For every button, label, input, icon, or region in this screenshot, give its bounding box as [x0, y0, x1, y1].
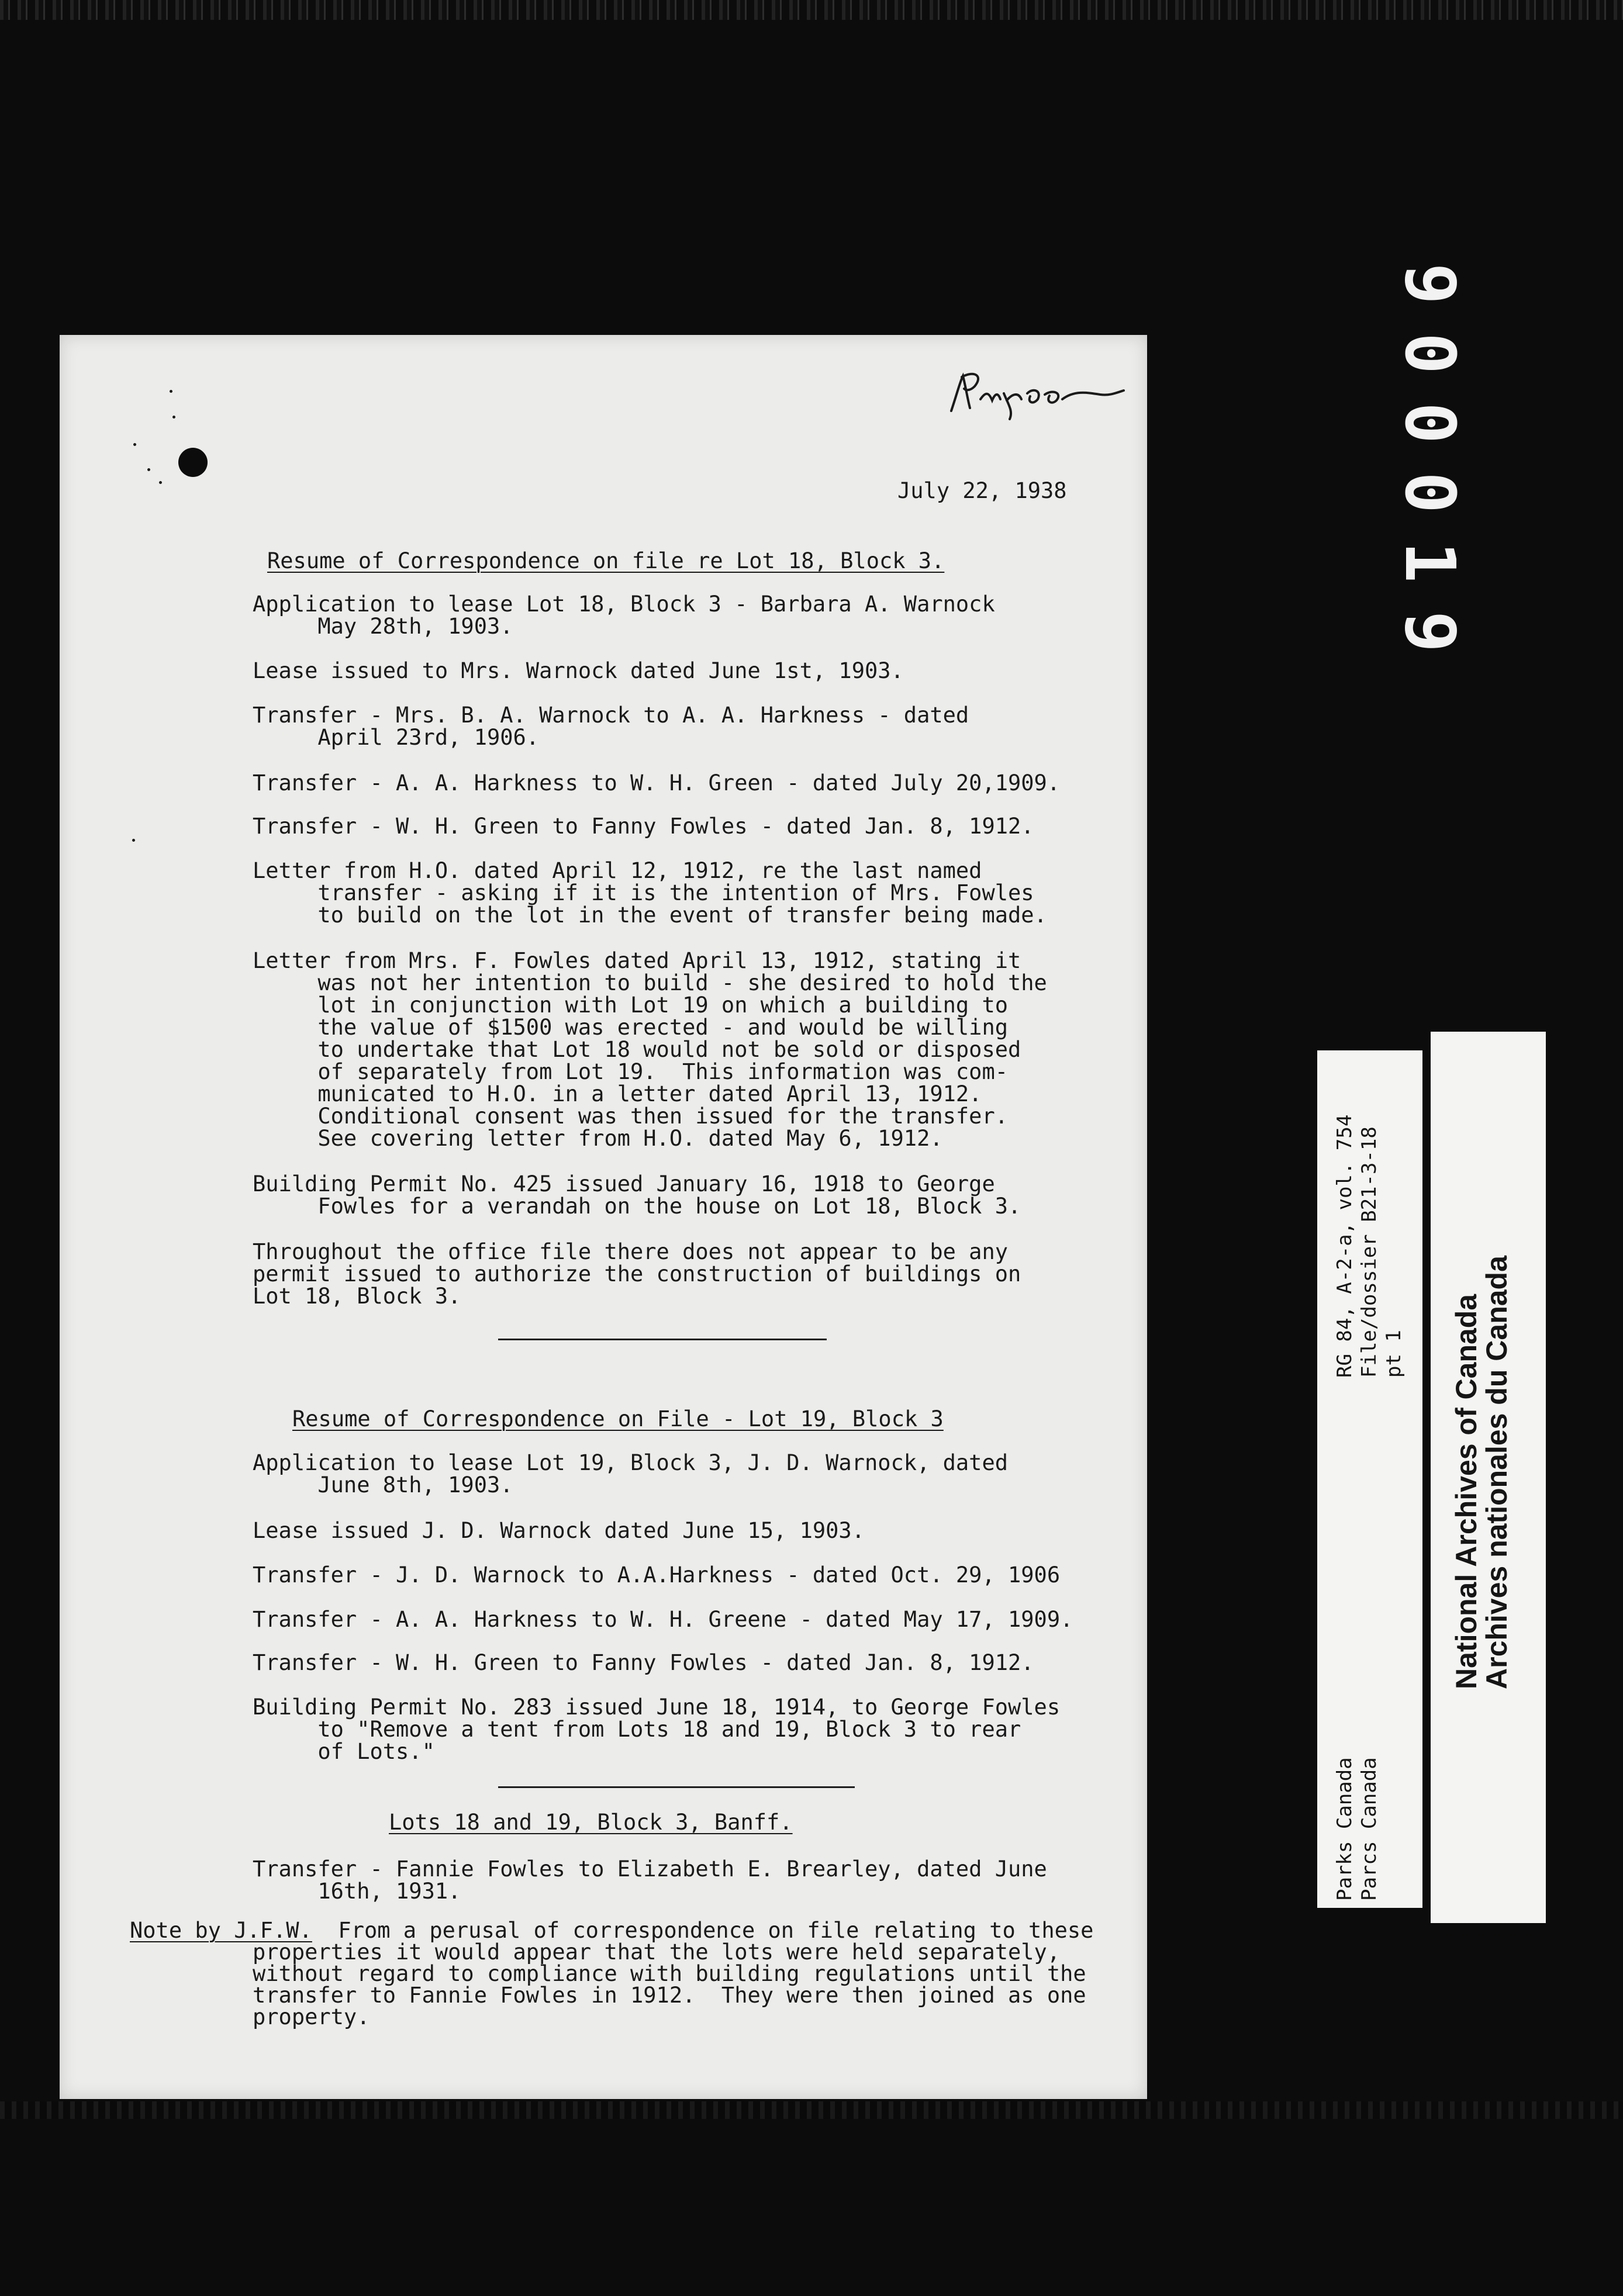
entry-line: the value of $1500 was erected - and would be willing: [253, 1015, 1009, 1040]
note-line: transfer to Fannie Fowles in 1912. They were then joined as one: [253, 1983, 1086, 2008]
entry-line: Transfer - Fannie Fowles to Elizabeth E. Brearley, dated June: [253, 1856, 1047, 1882]
document-page: [60, 335, 1147, 2099]
speck: [172, 416, 175, 419]
entry-line: Lease issued J. D. Warnock dated June 15, 1903.: [253, 1518, 865, 1543]
handwritten-initials: [940, 358, 1132, 423]
entry-line: Transfer - A. A. Harkness to W. H. Green - dated July 20,1909.: [253, 770, 1061, 796]
entry-line: Transfer - J. D. Warnock to A.A.Harkness - dated Oct. 29, 1906: [253, 1562, 1061, 1588]
reference-line: pt 1: [1382, 1330, 1406, 1378]
microfilm-frame-number: [1390, 263, 1485, 848]
entry-line: Letter from H.O. dated April 12, 1912, re the last named: [253, 858, 982, 883]
section3-heading: Lots 18 and 19, Block 3, Banff.: [389, 1810, 793, 1835]
entry-line: Application to lease Lot 18, Block 3 - Barbara A. Warnock: [253, 592, 995, 617]
section2-heading: Resume of Correspondence on File - Lot 19, Block 3: [292, 1406, 944, 1431]
speck: [132, 839, 135, 842]
entry-line: to undertake that Lot 18 would not be sold or disposed: [253, 1037, 1021, 1062]
speck: [170, 390, 172, 393]
divider-rule: [498, 1339, 827, 1340]
note-label: Note by J.F.W.: [130, 1918, 312, 1943]
entry-line: permit issued to authorize the construction of buildings on: [253, 1261, 1021, 1287]
entry-line: Transfer - A. A. Harkness to W. H. Greene - dated May 17, 1909.: [253, 1607, 1073, 1632]
entry-line: Building Permit No. 425 issued January 16, 1918 to George: [253, 1171, 995, 1197]
entry-line: transfer - asking if it is the intention of Mrs. Fowles: [253, 880, 1034, 905]
entry-line: Conditional consent was then issued for the transfer.: [253, 1104, 1009, 1129]
note-line: properties it would appear that the lots were held separately,: [253, 1939, 1061, 1965]
film-edge-top: [0, 0, 1623, 20]
entry-line: May 28th, 1903.: [253, 614, 513, 639]
document-date: July 22, 1938: [897, 478, 1067, 503]
archive-reference-label: [1317, 1050, 1422, 1908]
department-line: Parcs Canada: [1358, 1757, 1381, 1901]
entry-line: Lot 18, Block 3.: [253, 1284, 461, 1309]
institution-line: Archives nationales du Canada: [1480, 1256, 1513, 1689]
entry-line: April 23rd, 1906.: [253, 725, 540, 750]
divider-rule: [498, 1786, 855, 1788]
entry-line: Letter from Mrs. F. Fowles dated April 13, 1912, stating it: [253, 948, 1021, 973]
entry-line: See covering letter from H.O. dated May 6, 1912.: [253, 1126, 943, 1151]
entry-line: Building Permit No. 283 issued June 18, 1914, to George Fowles: [253, 1695, 1061, 1720]
speck: [159, 481, 162, 484]
entry-line: municated to H.O. in a letter dated April 13, 1912.: [253, 1081, 982, 1106]
note-line: property.: [253, 2004, 370, 2029]
entry-line: was not her intention to build - she desired to hold the: [253, 970, 1047, 995]
department-line: Parks Canada: [1333, 1757, 1356, 1901]
note-line: without regard to compliance with building regulations until the: [253, 1961, 1086, 1986]
entry-line: Application to lease Lot 19, Block 3, J. D. Warnock, dated: [253, 1450, 1009, 1475]
entry-line: Transfer - W. H. Green to Fanny Fowles - dated Jan. 8, 1912.: [253, 1650, 1034, 1675]
entry-line: of separately from Lot 19. This information was com-: [253, 1059, 1009, 1084]
entry-line: Transfer - W. H. Green to Fanny Fowles - dated Jan. 8, 1912.: [253, 814, 1034, 839]
institution-line: National Archives of Canada: [1450, 1294, 1483, 1689]
archive-institution-label: [1431, 1032, 1546, 1923]
punch-hole: [178, 448, 208, 477]
film-edge-bottom: [0, 2101, 1623, 2119]
entry-line: to "Remove a tent from Lots 18 and 19, Block 3 to rear: [253, 1717, 1021, 1742]
entry-line: 16th, 1931.: [253, 1879, 461, 1904]
reference-line: File/dossier B21-3-18: [1358, 1126, 1381, 1378]
speck: [133, 443, 136, 446]
entry-line: to build on the lot in the event of transfer being made.: [253, 903, 1047, 928]
entry-line: of Lots.": [253, 1739, 435, 1764]
entry-line: lot in conjunction with Lot 19 on which a building to: [253, 993, 1009, 1018]
note-line: From a perusal of correspondence on file relating to these: [312, 1918, 1094, 1943]
reference-line: RG 84, A-2-a, vol. 754: [1333, 1114, 1356, 1378]
section1-heading: Resume of Correspondence on file re Lot 18, Block 3.: [267, 548, 945, 573]
entry-line: Lease issued to Mrs. Warnock dated June 1st, 1903.: [253, 658, 904, 683]
entry-line: Throughout the office file there does not appear to be any: [253, 1239, 1009, 1264]
entry-line: June 8th, 1903.: [253, 1472, 513, 1498]
frame-number-text: 900019: [1390, 263, 1470, 681]
speck: [147, 468, 150, 471]
entry-line: Transfer - Mrs. B. A. Warnock to A. A. Harkness - dated: [253, 703, 969, 728]
entry-line: Fowles for a verandah on the house on Lot 18, Block 3.: [253, 1194, 1021, 1219]
